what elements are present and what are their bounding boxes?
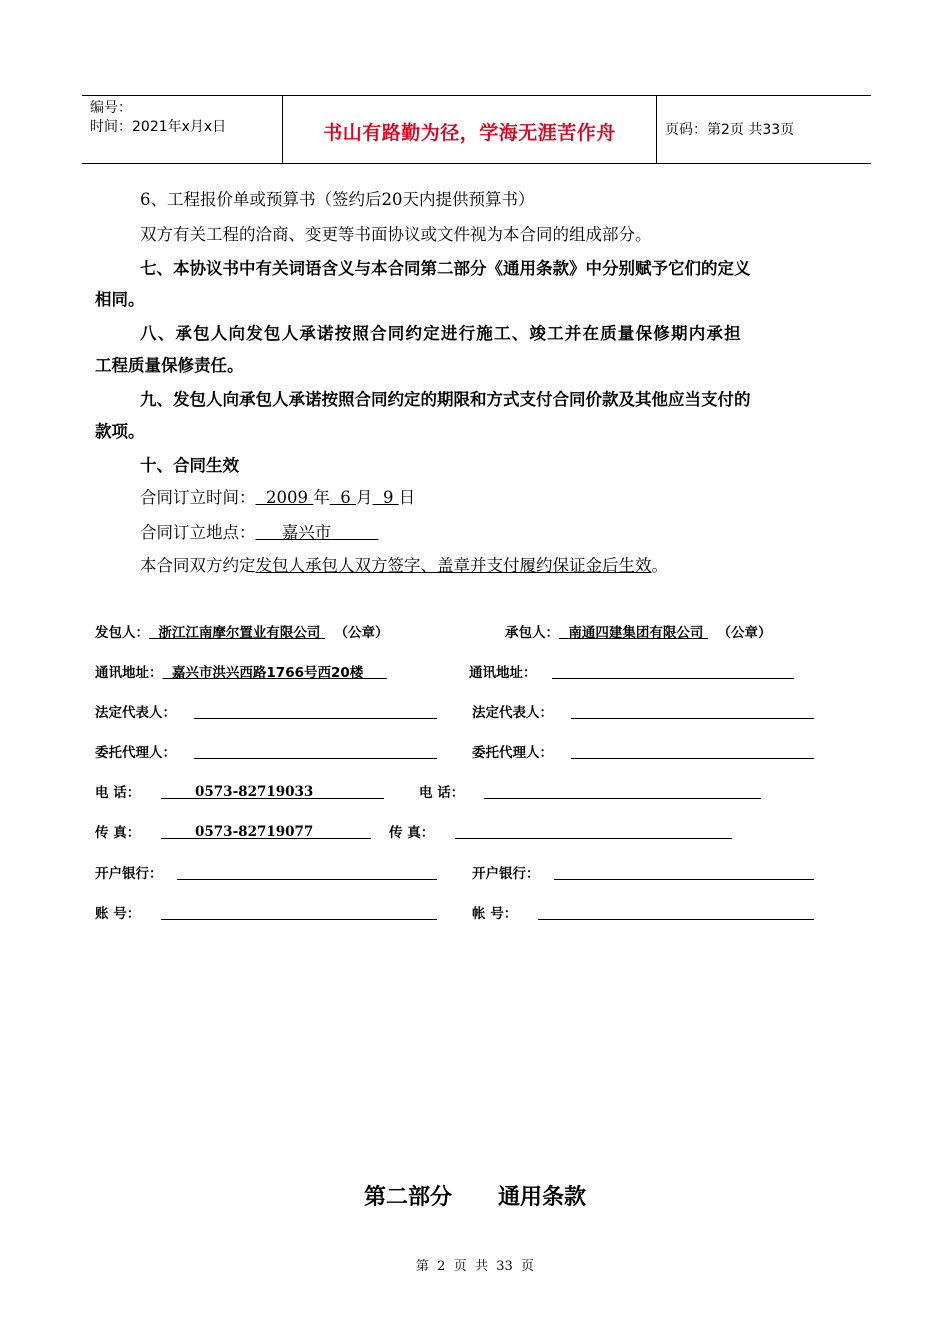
contractor-fax-line bbox=[455, 838, 732, 839]
employer-address-row bbox=[95, 664, 387, 682]
contractor-row bbox=[505, 624, 772, 642]
sign-place bbox=[140, 522, 378, 544]
day-char: 日 bbox=[398, 488, 416, 507]
sign-year: 2009 bbox=[266, 488, 308, 507]
sign-month: 6 bbox=[340, 488, 351, 507]
employer-legal-rep-line bbox=[194, 718, 437, 719]
employer-row bbox=[95, 624, 389, 642]
employer-bank-label: 开户银行： bbox=[95, 866, 163, 882]
employer-name: 浙江江南摩尔置业有限公司 bbox=[158, 625, 321, 641]
employer-address-label: 通讯地址： bbox=[95, 665, 163, 681]
effect-prefix: 本合同双方约定 bbox=[140, 556, 256, 575]
contractor-seal: （公章） bbox=[717, 625, 772, 641]
contractor-bank-line bbox=[554, 879, 814, 880]
effect-condition: 发包人承包人双方签字、盖章并支付履约保证金后生效 bbox=[255, 556, 652, 575]
effect-clause bbox=[140, 555, 668, 577]
employer-address: 嘉兴市洪兴西路1766号西20楼 bbox=[171, 665, 364, 681]
year-char: 年 bbox=[313, 488, 330, 507]
contractor-phone-line bbox=[484, 798, 761, 799]
employer-seal: （公章） bbox=[334, 625, 389, 641]
employer-label: 发包人： bbox=[95, 625, 149, 641]
sign-time-label: 合同订立时间： bbox=[140, 488, 256, 507]
contractor-account-label: 帐 号： bbox=[472, 906, 518, 922]
contractor-address-label: 通讯地址： bbox=[469, 665, 537, 681]
page-footer: 第 2 页 共 33 页 bbox=[415, 1259, 535, 1274]
employer-fax: 0573-82719077 bbox=[195, 824, 314, 840]
clause-9-line-2: 款项。 bbox=[95, 422, 145, 441]
employer-account-label: 账 号： bbox=[95, 906, 141, 922]
part-two-title: 第二部分 通用条款 bbox=[364, 1185, 586, 1210]
item-6: 6、工程报价单或预算书（签约后20天内提供预算书） bbox=[140, 190, 535, 209]
employer-agent-line bbox=[194, 758, 437, 759]
contractor-phone-label: 电 话： bbox=[419, 785, 465, 801]
contractor-account-line bbox=[538, 919, 814, 920]
month-char: 月 bbox=[356, 488, 373, 507]
sign-place-label: 合同订立地点： bbox=[140, 523, 256, 542]
document-number-label: 编号： bbox=[90, 100, 132, 116]
clause-9-line-1: 九、发包人向承包人承诺按照合同约定的期限和方式支付合同价款及其他应当支付的 bbox=[140, 390, 751, 409]
contractor-bank-label: 开户银行： bbox=[472, 866, 540, 882]
employer-phone-label: 电 话： bbox=[95, 785, 141, 801]
sign-day: 9 bbox=[383, 488, 394, 507]
effect-suffix: 。 bbox=[651, 556, 668, 575]
clause-7-line-1: 七、本协议书中有关词语含义与本合同第二部分《通用条款》中分别赋予它们的定义 bbox=[140, 259, 751, 278]
employer-legal-rep-label: 法定代表人： bbox=[95, 705, 176, 721]
employer-account-line bbox=[161, 919, 437, 920]
contractor-agent-line bbox=[571, 758, 814, 759]
employer-bank-line bbox=[177, 879, 437, 880]
contractor-name: 南通四建集团有限公司 bbox=[568, 625, 704, 641]
contractor-label: 承包人： bbox=[505, 625, 559, 641]
contractor-agent-label: 委托代理人： bbox=[472, 745, 553, 761]
header-slogan: 书山有路勤为径，学海无涯苦作舟 bbox=[323, 122, 616, 144]
employer-agent-label: 委托代理人： bbox=[95, 745, 176, 761]
clause-7-line-2: 相同。 bbox=[95, 290, 145, 309]
header-slogan-cell bbox=[282, 96, 657, 163]
document-header bbox=[82, 95, 871, 164]
employer-fax-label: 传 真： bbox=[95, 825, 141, 841]
contractor-fax-label: 传 真： bbox=[389, 825, 435, 841]
contractor-legal-rep-label: 法定代表人： bbox=[472, 705, 553, 721]
employer-phone: 0573-82719033 bbox=[195, 784, 314, 800]
sign-time bbox=[140, 487, 415, 509]
document-time-label: 时间：2021年x月x日 bbox=[90, 119, 227, 135]
para-negotiation: 双方有关工程的洽商、变更等书面协议或文件视为本合同的组成部分。 bbox=[140, 225, 652, 244]
contractor-address-line bbox=[552, 678, 794, 679]
clause-10: 十、合同生效 bbox=[140, 456, 239, 475]
contractor-legal-rep-line bbox=[571, 718, 814, 719]
sign-place-value: 嘉兴市 bbox=[281, 523, 332, 542]
clause-8-line-1: 八、承包人向发包人承诺按照合同约定进行施工、竣工并在质量保修期内承担 bbox=[140, 324, 742, 343]
header-meta-cell bbox=[82, 96, 282, 163]
header-page-label: 页码：第2页 共33页 bbox=[665, 122, 795, 138]
header-page-cell bbox=[656, 96, 871, 163]
clause-8-line-2: 工程质量保修责任。 bbox=[95, 356, 244, 375]
